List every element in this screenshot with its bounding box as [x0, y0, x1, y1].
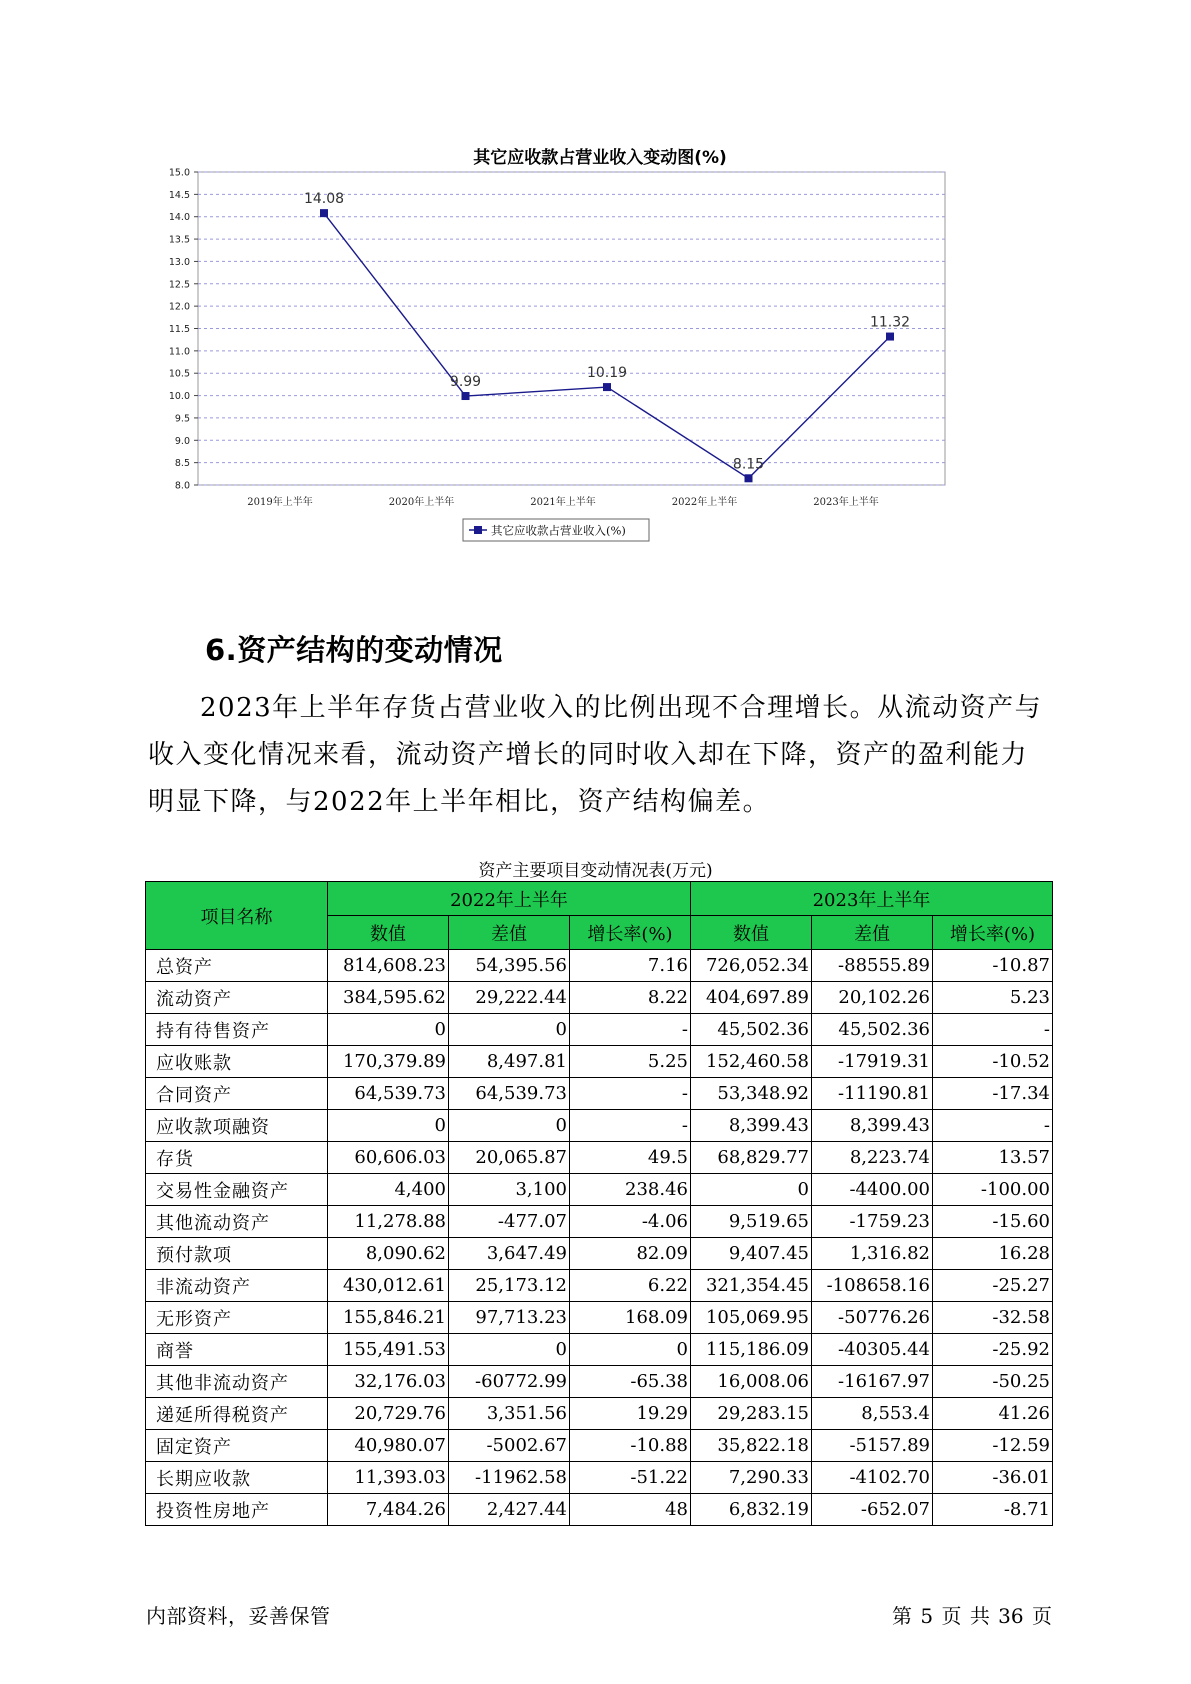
legend-marker — [474, 526, 482, 534]
data-point — [745, 474, 753, 482]
row-value-cell: 20,102.26 — [812, 982, 933, 1014]
row-value-cell: -5002.67 — [449, 1430, 570, 1462]
row-value-cell: 814,608.23 — [328, 950, 449, 982]
row-item-name: 投资性房地产 — [146, 1494, 328, 1526]
row-item-name: 其他流动资产 — [146, 1206, 328, 1238]
y-tick-label: 14.5 — [168, 189, 190, 201]
row-value-cell: 40,980.07 — [328, 1430, 449, 1462]
y-tick-label: 10.5 — [168, 368, 190, 380]
row-value-cell: 105,069.95 — [691, 1302, 812, 1334]
row-value-cell: 5.25 — [570, 1046, 691, 1078]
row-value-cell: 6.22 — [570, 1270, 691, 1302]
y-tick-label: 12.0 — [168, 301, 190, 313]
row-value-cell: 7,484.26 — [328, 1494, 449, 1526]
row-value-cell: 430,012.61 — [328, 1270, 449, 1302]
paragraph-line: 2023年上半年存货占营业收入的比例出现不合理增长。从流动资产与 — [200, 693, 1043, 723]
row-value-cell: 64,539.73 — [328, 1078, 449, 1110]
row-value-cell: 0 — [570, 1334, 691, 1366]
data-point — [603, 383, 611, 391]
row-item-name: 非流动资产 — [146, 1270, 328, 1302]
row-value-cell: - — [933, 1014, 1053, 1046]
row-value-cell: 45,502.36 — [691, 1014, 812, 1046]
row-value-cell: 238.46 — [570, 1174, 691, 1206]
row-value-cell: 6,832.19 — [691, 1494, 812, 1526]
row-value-cell: -1759.23 — [812, 1206, 933, 1238]
row-value-cell: -25.92 — [933, 1334, 1053, 1366]
row-value-cell: 20,729.76 — [328, 1398, 449, 1430]
row-value-cell: -12.59 — [933, 1430, 1053, 1462]
row-value-cell: 0 — [449, 1110, 570, 1142]
row-value-cell: 321,354.45 — [691, 1270, 812, 1302]
header-diff: 差值 — [449, 916, 570, 950]
row-value-cell: 0 — [328, 1014, 449, 1046]
table-row — [146, 1206, 1053, 1238]
row-value-cell: 16,008.06 — [691, 1366, 812, 1398]
y-tick-label: 15.0 — [168, 167, 190, 179]
row-value-cell: 9,407.45 — [691, 1238, 812, 1270]
row-value-cell: - — [570, 1078, 691, 1110]
row-value-cell: -4102.70 — [812, 1462, 933, 1494]
row-value-cell: 29,283.15 — [691, 1398, 812, 1430]
table-row — [146, 1302, 1053, 1334]
row-value-cell: 384,595.62 — [328, 982, 449, 1014]
x-tick-label: 2019年上半年 — [247, 497, 313, 508]
row-value-cell: 0 — [449, 1334, 570, 1366]
row-value-cell: 48 — [570, 1494, 691, 1526]
row-value-cell: 3,100 — [449, 1174, 570, 1206]
row-value-cell: 97,713.23 — [449, 1302, 570, 1334]
row-item-name: 应收款项融资 — [146, 1110, 328, 1142]
row-value-cell: 11,393.03 — [328, 1462, 449, 1494]
row-value-cell: 20,065.87 — [449, 1142, 570, 1174]
header-period-2022: 2022年上半年 — [328, 882, 691, 916]
row-value-cell: 49.5 — [570, 1142, 691, 1174]
row-value-cell: 16.28 — [933, 1238, 1053, 1270]
row-value-cell: 404,697.89 — [691, 982, 812, 1014]
row-value-cell: -65.38 — [570, 1366, 691, 1398]
row-value-cell: -17.34 — [933, 1078, 1053, 1110]
row-value-cell: 168.09 — [570, 1302, 691, 1334]
row-value-cell: 3,351.56 — [449, 1398, 570, 1430]
row-value-cell: -36.01 — [933, 1462, 1053, 1494]
row-value-cell: -10.88 — [570, 1430, 691, 1462]
y-tick-label: 8.0 — [174, 480, 190, 492]
row-item-name: 预付款项 — [146, 1238, 328, 1270]
paragraph-line: 明显下降，与2022年上半年相比，资产结构偏差。 — [148, 787, 771, 817]
row-value-cell: 8,497.81 — [449, 1046, 570, 1078]
table-row — [146, 1366, 1053, 1398]
row-value-cell: -4.06 — [570, 1206, 691, 1238]
row-item-name: 总资产 — [146, 950, 328, 982]
y-tick-label: 11.5 — [168, 324, 190, 335]
table-row — [146, 1238, 1053, 1270]
row-item-name: 合同资产 — [146, 1078, 328, 1110]
table-row — [146, 1110, 1053, 1142]
table-row — [146, 950, 1053, 982]
table-row — [146, 1430, 1053, 1462]
header-growth: 增长率(%) — [933, 916, 1053, 950]
row-value-cell: 53,348.92 — [691, 1078, 812, 1110]
row-value-cell: -17919.31 — [812, 1046, 933, 1078]
row-value-cell: 0 — [328, 1110, 449, 1142]
row-value-cell: -108658.16 — [812, 1270, 933, 1302]
data-point — [886, 333, 894, 341]
row-value-cell: -10.52 — [933, 1046, 1053, 1078]
row-value-cell: -11190.81 — [812, 1078, 933, 1110]
row-value-cell: 82.09 — [570, 1238, 691, 1270]
row-value-cell: -4400.00 — [812, 1174, 933, 1206]
row-value-cell: 8,399.43 — [691, 1110, 812, 1142]
row-value-cell: 115,186.09 — [691, 1334, 812, 1366]
table-row — [146, 1398, 1053, 1430]
footer-confidential-note: 内部资料，妥善保管 — [146, 1604, 331, 1628]
row-item-name: 持有待售资产 — [146, 1014, 328, 1046]
row-value-cell: 25,173.12 — [449, 1270, 570, 1302]
row-value-cell: -50776.26 — [812, 1302, 933, 1334]
row-value-cell: 8.22 — [570, 982, 691, 1014]
row-value-cell: 152,460.58 — [691, 1046, 812, 1078]
row-value-cell: 155,846.21 — [328, 1302, 449, 1334]
header-item-name: 项目名称 — [146, 882, 328, 950]
y-tick-label: 9.0 — [174, 435, 190, 447]
row-value-cell: 155,491.53 — [328, 1334, 449, 1366]
x-tick-label: 2021年上半年 — [530, 497, 596, 508]
row-item-name: 长期应收款 — [146, 1462, 328, 1494]
row-value-cell: -652.07 — [812, 1494, 933, 1526]
line-chart — [160, 140, 1040, 600]
table-row — [146, 1014, 1053, 1046]
row-value-cell: -40305.44 — [812, 1334, 933, 1366]
table-row — [146, 1078, 1053, 1110]
row-value-cell: -10.87 — [933, 950, 1053, 982]
y-tick-label: 12.5 — [168, 279, 190, 291]
header-value: 数值 — [691, 916, 812, 950]
page-number: 第 5 页 共 36 页 — [892, 1604, 1052, 1628]
row-value-cell: -50.25 — [933, 1366, 1053, 1398]
x-tick-label: 2022年上半年 — [671, 497, 738, 508]
row-value-cell: 41.26 — [933, 1398, 1053, 1430]
row-value-cell: 726,052.34 — [691, 950, 812, 982]
row-item-name: 其他非流动资产 — [146, 1366, 328, 1398]
row-value-cell: 0 — [449, 1014, 570, 1046]
table-row — [146, 1462, 1053, 1494]
data-label: 14.08 — [303, 191, 345, 208]
row-item-name: 递延所得税资产 — [146, 1398, 328, 1430]
row-value-cell: 4,400 — [328, 1174, 449, 1206]
data-point — [320, 209, 328, 217]
header-growth: 增长率(%) — [570, 916, 691, 950]
assets-table — [145, 881, 1053, 1526]
row-value-cell: 64,539.73 — [449, 1078, 570, 1110]
table-row — [146, 1046, 1053, 1078]
data-label: 11.32 — [869, 314, 911, 331]
row-value-cell: 170,379.89 — [328, 1046, 449, 1078]
row-item-name: 无形资产 — [146, 1302, 328, 1334]
row-value-cell: 9,519.65 — [691, 1206, 812, 1238]
chart-title: 其它应收款占营业收入变动图(%) — [473, 148, 727, 168]
row-item-name: 交易性金融资产 — [146, 1174, 328, 1206]
row-value-cell: 54,395.56 — [449, 950, 570, 982]
y-tick-label: 13.5 — [168, 234, 190, 246]
row-value-cell: 7.16 — [570, 950, 691, 982]
y-tick-label: 14.0 — [168, 212, 190, 224]
header-period-2023: 2023年上半年 — [691, 882, 1053, 916]
row-value-cell: -15.60 — [933, 1206, 1053, 1238]
row-value-cell: -60772.99 — [449, 1366, 570, 1398]
y-tick-label: 8.5 — [174, 458, 190, 470]
row-value-cell: 8,223.74 — [812, 1142, 933, 1174]
row-value-cell: 60,606.03 — [328, 1142, 449, 1174]
paragraph-line: 收入变化情况来看，流动资产增长的同时收入却在下降，资产的盈利能力 — [148, 740, 1029, 770]
row-value-cell: 1,316.82 — [812, 1238, 933, 1270]
data-label: 10.19 — [586, 365, 628, 382]
row-item-name: 固定资产 — [146, 1430, 328, 1462]
x-tick-label: 2020年上半年 — [388, 497, 455, 508]
table-row — [146, 1270, 1053, 1302]
row-value-cell: 0 — [691, 1174, 812, 1206]
x-tick-label: 2023年上半年 — [813, 497, 879, 508]
row-value-cell: -16167.97 — [812, 1366, 933, 1398]
row-value-cell: 7,290.33 — [691, 1462, 812, 1494]
row-value-cell: - — [570, 1110, 691, 1142]
row-value-cell: 19.29 — [570, 1398, 691, 1430]
header-value: 数值 — [328, 916, 449, 950]
table-row — [146, 982, 1053, 1014]
row-value-cell: 13.57 — [933, 1142, 1053, 1174]
table-row — [146, 1334, 1053, 1366]
legend-label: 其它应收款占营业收入(%) — [491, 523, 626, 538]
row-value-cell: 5.23 — [933, 982, 1053, 1014]
y-tick-label: 9.5 — [174, 413, 190, 425]
row-item-name: 流动资产 — [146, 982, 328, 1014]
section-heading: 6.资产结构的变动情况 — [205, 633, 503, 667]
row-item-name: 商誉 — [146, 1334, 328, 1366]
table-caption: 资产主要项目变动情况表(万元) — [478, 861, 713, 881]
row-value-cell: 32,176.03 — [328, 1366, 449, 1398]
row-value-cell: 8,090.62 — [328, 1238, 449, 1270]
row-value-cell: -477.07 — [449, 1206, 570, 1238]
row-value-cell: 35,822.18 — [691, 1430, 812, 1462]
row-value-cell: 68,829.77 — [691, 1142, 812, 1174]
data-label: 8.15 — [732, 456, 765, 473]
header-diff: 差值 — [812, 916, 933, 950]
row-value-cell: 8,553.4 — [812, 1398, 933, 1430]
row-value-cell: 3,647.49 — [449, 1238, 570, 1270]
series-line — [324, 213, 890, 478]
row-value-cell: - — [570, 1014, 691, 1046]
y-tick-label: 10.0 — [168, 391, 190, 403]
y-tick-label: 13.0 — [168, 256, 190, 268]
section-paragraph — [148, 685, 1048, 826]
row-value-cell: -100.00 — [933, 1174, 1053, 1206]
row-value-cell: -51.22 — [570, 1462, 691, 1494]
table-row — [146, 1142, 1053, 1174]
row-value-cell: -32.58 — [933, 1302, 1053, 1334]
row-value-cell: -8.71 — [933, 1494, 1053, 1526]
row-value-cell: 8,399.43 — [812, 1110, 933, 1142]
data-point — [462, 392, 470, 400]
row-value-cell: 29,222.44 — [449, 982, 570, 1014]
row-value-cell: - — [933, 1110, 1053, 1142]
table-row — [146, 1494, 1053, 1526]
row-item-name: 应收账款 — [146, 1046, 328, 1078]
row-value-cell: 2,427.44 — [449, 1494, 570, 1526]
chart-container — [160, 140, 1040, 600]
row-value-cell: 45,502.36 — [812, 1014, 933, 1046]
y-tick-label: 11.0 — [168, 346, 190, 358]
table-body — [146, 950, 1053, 1526]
data-label: 9.99 — [449, 374, 482, 391]
row-value-cell: -11962.58 — [449, 1462, 570, 1494]
row-value-cell: -25.27 — [933, 1270, 1053, 1302]
row-value-cell: -5157.89 — [812, 1430, 933, 1462]
row-value-cell: -88555.89 — [812, 950, 933, 982]
row-item-name: 存货 — [146, 1142, 328, 1174]
row-value-cell: 11,278.88 — [328, 1206, 449, 1238]
table-row — [146, 1174, 1053, 1206]
